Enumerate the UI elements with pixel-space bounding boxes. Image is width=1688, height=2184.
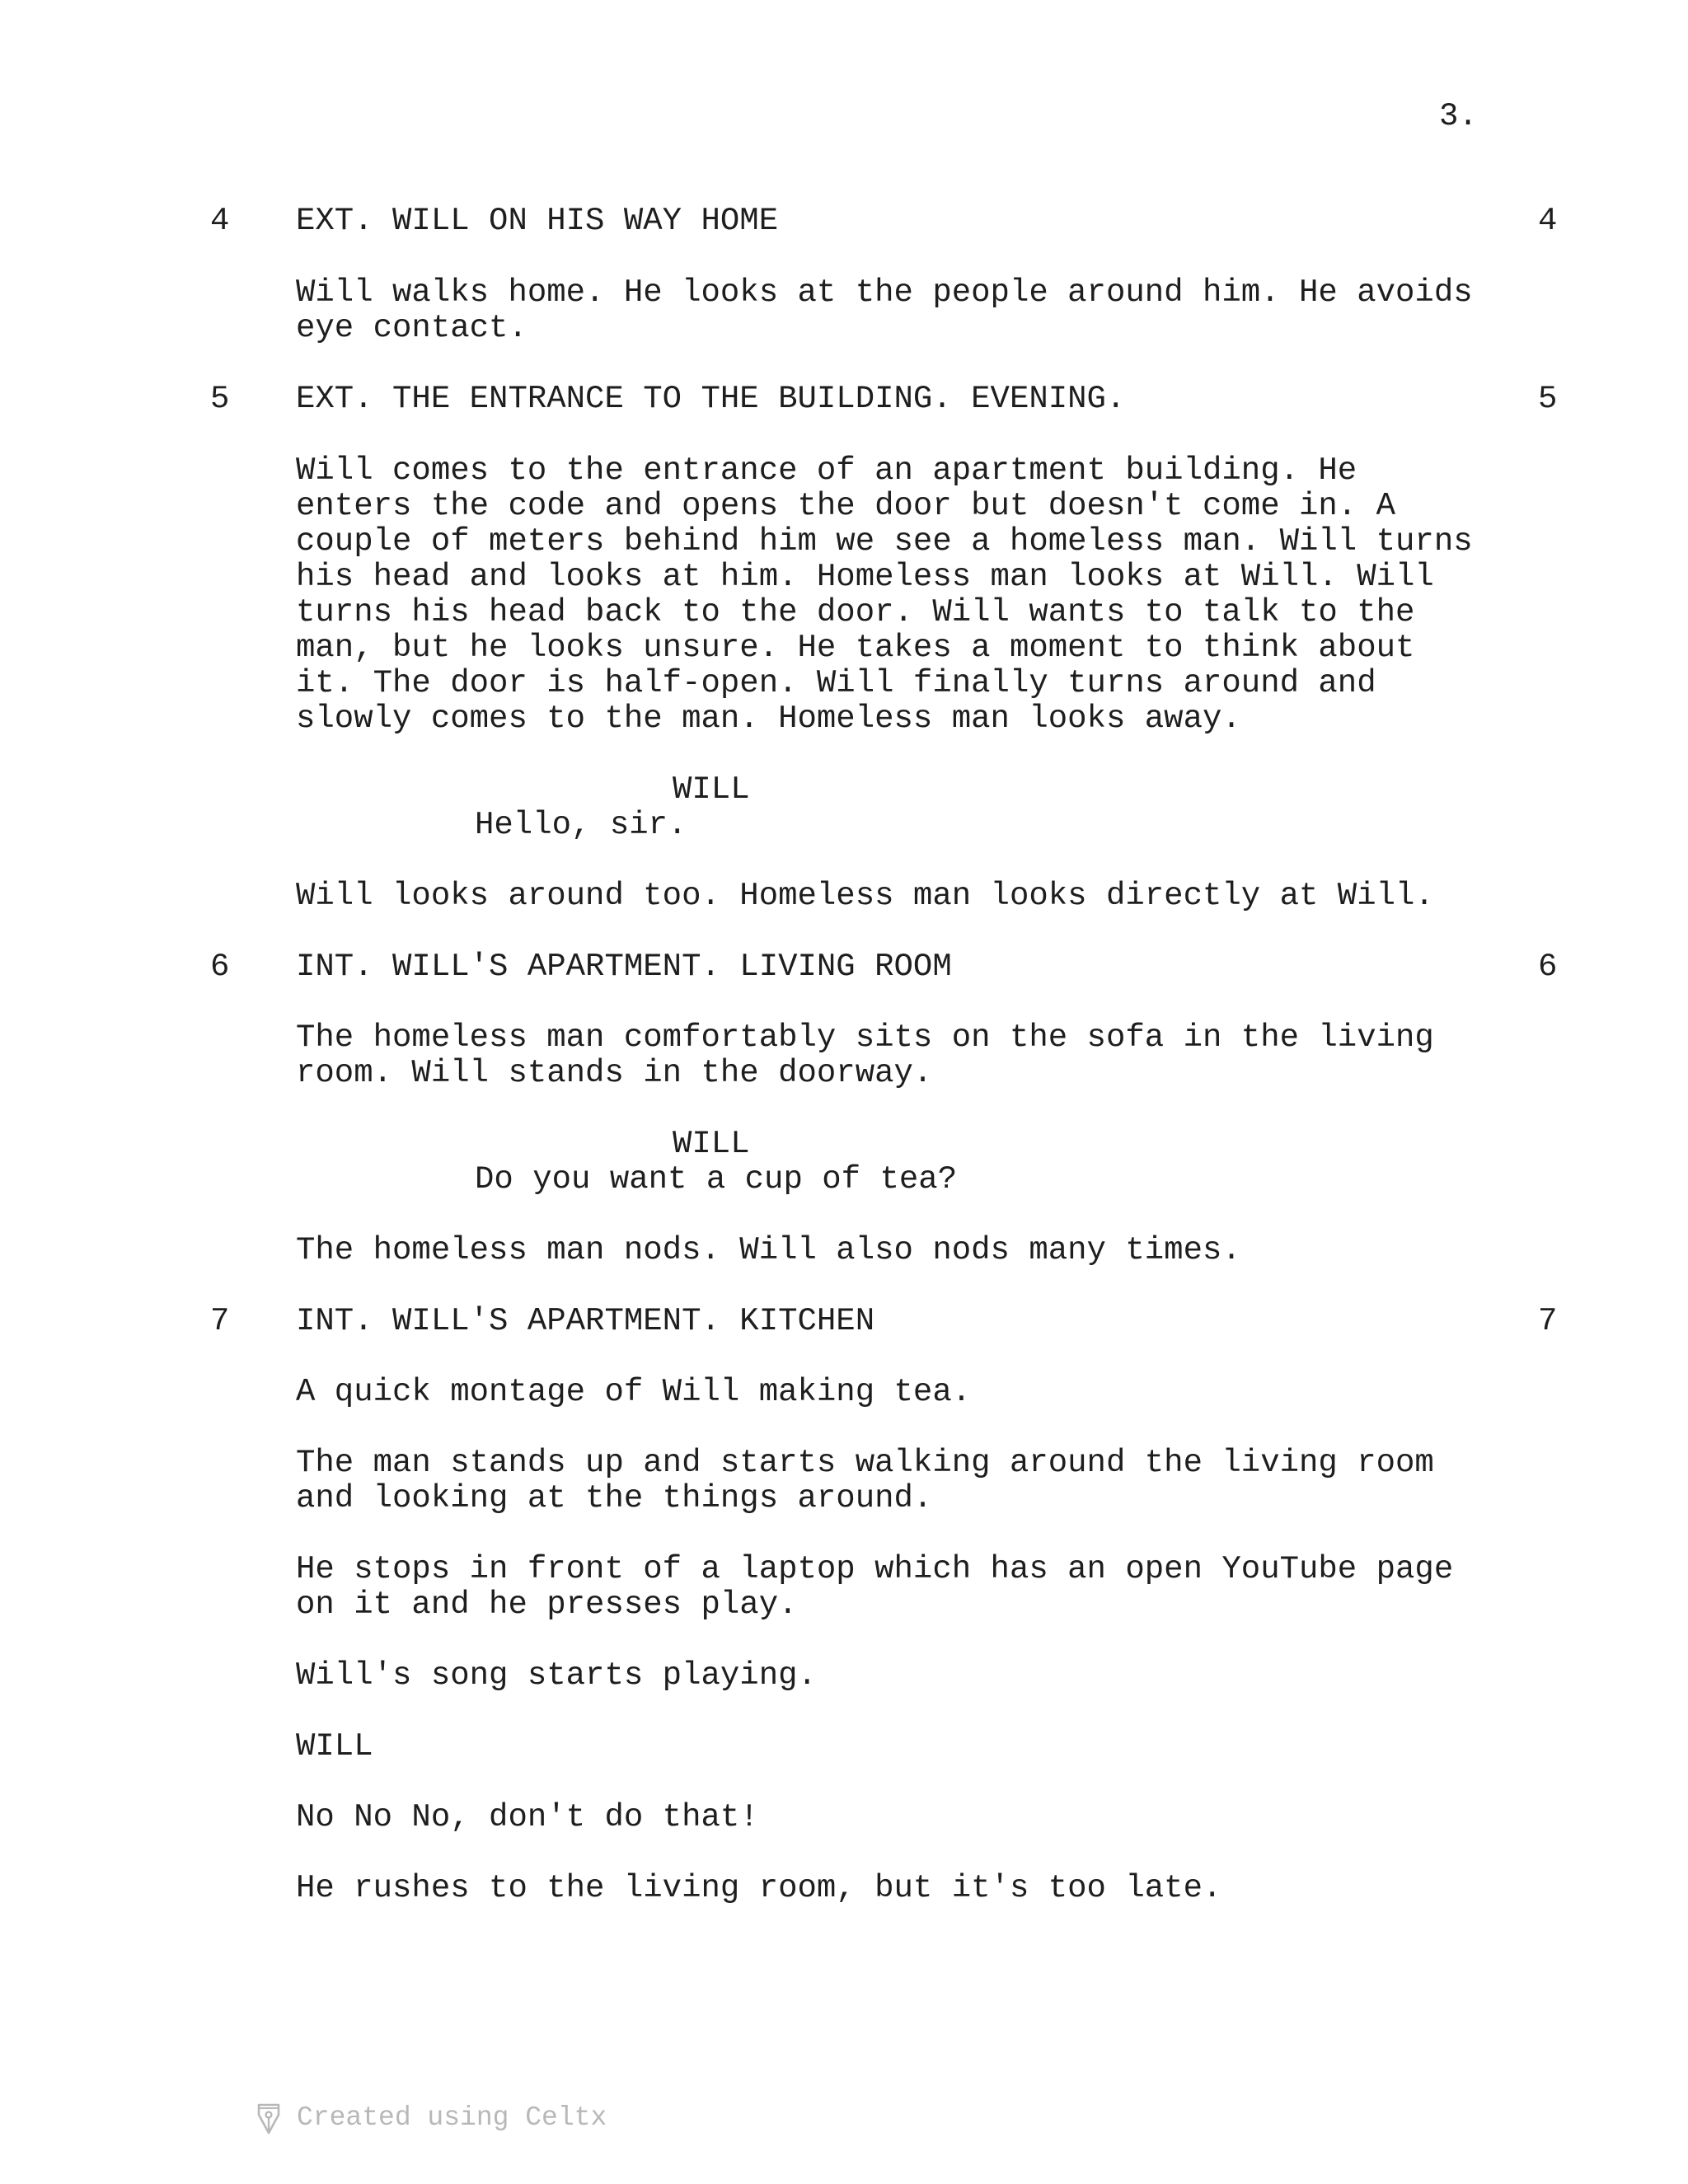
action-line: A quick montage of Will making tea. (296, 1374, 972, 1410)
scene-number-left: 4 (210, 203, 230, 239)
footer-text: Created using Celtx (297, 2102, 607, 2133)
scene-heading: EXT. THE ENTRANCE TO THE BUILDING. EVENING. (296, 381, 1126, 417)
action-line: WILL (296, 1728, 373, 1765)
scene-number-right: 4 (1538, 203, 1558, 239)
action-line: slowly comes to the man. Homeless man looks away. (296, 701, 1241, 737)
action-line: man, but he looks unsure. He takes a moment to think about (296, 630, 1415, 666)
scene-number-left: 6 (210, 949, 230, 985)
celtx-footer (252, 2098, 607, 2138)
action-line: Will's song starts playing. (296, 1657, 817, 1694)
scene-number-left: 7 (210, 1303, 230, 1339)
action-line: Will looks around too. Homeless man looks directly at Will. (296, 878, 1434, 914)
action-line: Will comes to the entrance of an apartment building. He (296, 452, 1357, 489)
scene-heading: INT. WILL'S APARTMENT. KITCHEN (296, 1303, 875, 1339)
action-line: his head and looks at him. Homeless man looks at Will. Will (296, 559, 1434, 595)
dialogue-line: Do you want a cup of tea? (475, 1161, 958, 1197)
action-line: Will walks home. He looks at the people around him. He avoids (296, 274, 1473, 311)
character-name: WILL (673, 771, 750, 808)
action-line: enters the code and opens the door but doesn't come in. A (296, 488, 1396, 524)
action-line: The homeless man nods. Will also nods many times. (296, 1232, 1241, 1268)
scene-number-right: 5 (1538, 381, 1558, 417)
action-line: eye contact. (296, 310, 528, 346)
scene-number-right: 7 (1538, 1303, 1558, 1339)
page-number: 3. (1439, 98, 1478, 134)
action-line: turns his head back to the door. Will wants to talk to the (296, 594, 1415, 630)
scene-number-right: 6 (1538, 949, 1558, 985)
scene-heading: EXT. WILL ON HIS WAY HOME (296, 203, 779, 239)
action-line: on it and he presses play. (296, 1586, 798, 1623)
dialogue-line: Hello, sir. (475, 807, 687, 843)
action-line: The homeless man comfortably sits on the sofa in the living (296, 1019, 1434, 1056)
scene-number-left: 5 (210, 381, 230, 417)
action-line: and looking at the things around. (296, 1480, 933, 1516)
scene-heading: INT. WILL'S APARTMENT. LIVING ROOM (296, 949, 952, 985)
action-line: He stops in front of a laptop which has an open YouTube page (296, 1551, 1454, 1587)
action-line: room. Will stands in the doorway. (296, 1055, 933, 1091)
action-line: No No No, don't do that! (296, 1799, 759, 1835)
action-line: it. The door is half-open. Will finally turns around and (296, 665, 1376, 701)
character-name: WILL (673, 1126, 750, 1162)
action-line: He rushes to the living room, but it's too late. (296, 1870, 1222, 1906)
action-line: The man stands up and starts walking around the living room (296, 1445, 1434, 1481)
pen-nib-icon (252, 2100, 285, 2136)
action-line: couple of meters behind him we see a homeless man. Will turns (296, 523, 1473, 560)
